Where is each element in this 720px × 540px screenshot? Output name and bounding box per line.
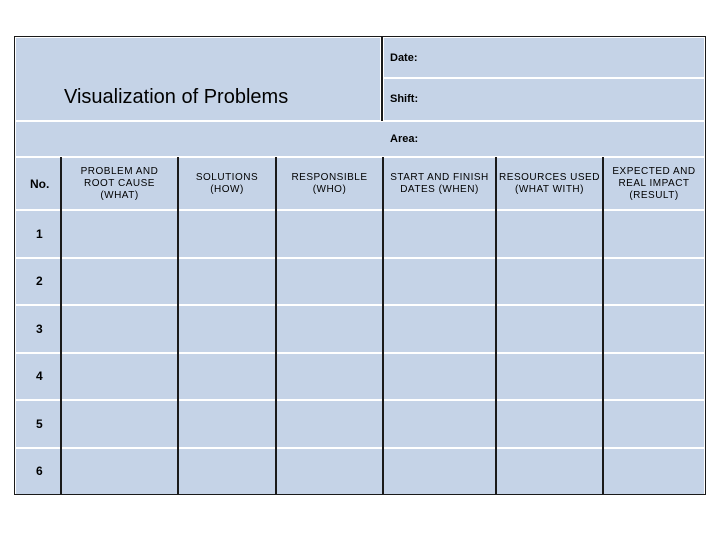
divider-col-5 bbox=[495, 157, 497, 495]
column-header-dates: START AND FINISH DATES (WHEN) bbox=[383, 157, 496, 210]
divider-col-3 bbox=[275, 157, 277, 495]
column-header-impact: EXPECTED AND REAL IMPACT (RESULT) bbox=[603, 157, 705, 210]
area-label: Area: bbox=[390, 133, 419, 145]
page-title: Visualization of Problems bbox=[64, 86, 289, 108]
row-number-label: 3 bbox=[36, 321, 43, 336]
column-header-no: No. bbox=[15, 157, 61, 210]
shift-label: Shift: bbox=[390, 93, 419, 105]
divider-col-2 bbox=[177, 157, 179, 495]
column-header-resources: RESOURCES USED (WHAT WITH) bbox=[496, 157, 603, 210]
column-header-solutions: SOLUTIONS (HOW) bbox=[178, 157, 276, 210]
row-number-label: 6 bbox=[36, 464, 43, 479]
column-header-responsible: RESPONSIBLE (WHO) bbox=[276, 157, 383, 210]
row-number-label: 4 bbox=[36, 369, 43, 384]
divider-col-1 bbox=[60, 157, 62, 495]
row-number-label: 1 bbox=[36, 226, 43, 241]
row-number-label: 2 bbox=[36, 274, 43, 289]
divider-col-4 bbox=[382, 157, 384, 495]
divider-col-6 bbox=[602, 157, 604, 495]
row-number-label: 5 bbox=[36, 416, 43, 431]
divider-vertical-top bbox=[381, 36, 383, 121]
column-header-problem: PROBLEM AND ROOT CAUSE (WHAT) bbox=[61, 157, 178, 210]
date-label: Date: bbox=[390, 52, 418, 64]
